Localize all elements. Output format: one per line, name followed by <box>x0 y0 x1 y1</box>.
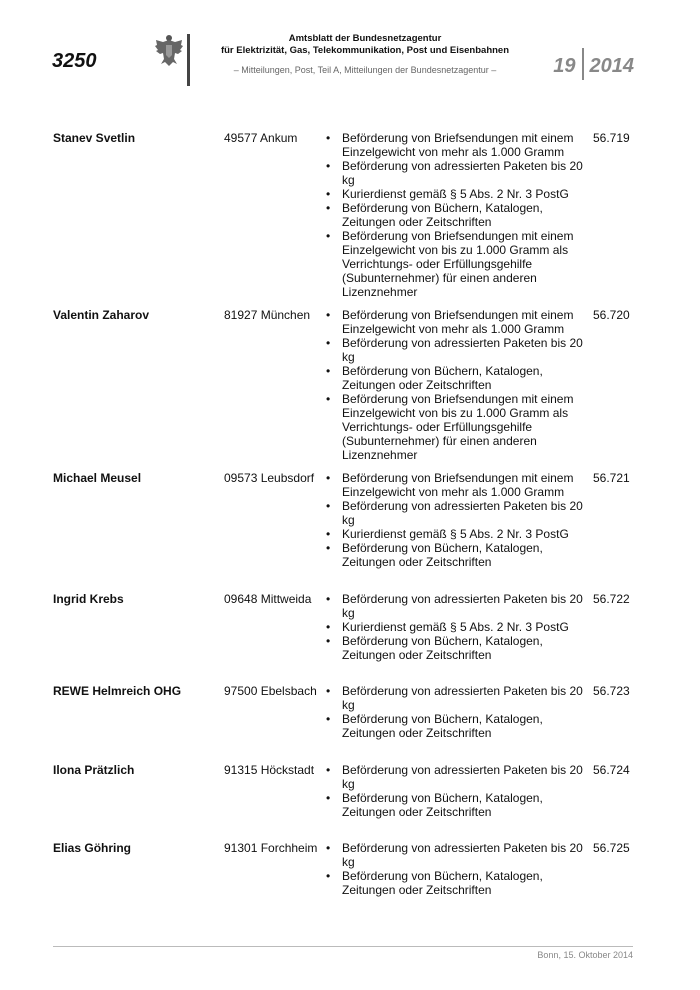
service-item: • Kurierdienst gemäß § 5 Abs. 2 Nr. 3 PostG <box>326 187 591 201</box>
service-item: • Beförderung von Briefsendungen mit einem Einzelgewicht von bis zu 1.000 Gramm als Verrichtungs- oder Erfüllungsgehilfe (Subunternehmer) für einen anderen Lizenznehmer <box>326 392 591 462</box>
service-item: • Beförderung von adressierten Paketen bis 20 kg <box>326 499 591 527</box>
licensee-place: 49577 Ankum <box>224 131 298 145</box>
licence-number: 56.719 <box>593 131 630 145</box>
licensee-place: 09573 Leubsdorf <box>224 471 315 485</box>
licensee-name: Michael Meusel <box>53 471 142 485</box>
licensee-place: 81927 München <box>224 308 311 322</box>
licensee-name: Ingrid Krebs <box>53 592 124 606</box>
licence-number: 56.723 <box>593 684 630 698</box>
masthead-section: – Mitteilungen, Post, Teil A, Mitteilungen der Bundesnetzagentur – <box>233 65 497 75</box>
licensee-place: 91301 Forchheim <box>224 841 318 855</box>
service-item: • Beförderung von Büchern, Katalogen, Zeitungen oder Zeitschriften <box>326 201 591 229</box>
issue-number: 19 <box>553 55 576 77</box>
page-number: 3250 <box>52 50 97 72</box>
service-item: • Beförderung von adressierten Paketen bis 20 kg <box>326 684 591 712</box>
service-item: • Beförderung von adressierten Paketen bis 20 kg <box>326 159 591 187</box>
service-item: • Beförderung von Büchern, Katalogen, Zeitungen oder Zeitschriften <box>326 634 591 662</box>
issue-divider <box>582 48 584 80</box>
issue-year: 2014 <box>589 55 634 77</box>
licence-number: 56.725 <box>593 841 630 855</box>
licence-number: 56.720 <box>593 308 630 322</box>
service-item: • Beförderung von adressierten Paketen bis 20 kg <box>326 592 591 620</box>
licensee-name: Valentin Zaharov <box>53 308 150 322</box>
service-item: • Beförderung von Büchern, Katalogen, Zeitungen oder Zeitschriften <box>326 541 591 569</box>
service-item: • Beförderung von Büchern, Katalogen, Zeitungen oder Zeitschriften <box>326 712 591 740</box>
service-item: • Beförderung von Briefsendungen mit einem Einzelgewicht von bis zu 1.000 Gramm als Verrichtungs- oder Erfüllungsgehilfe (Subunternehmer) für einen anderen Lizenznehmer <box>326 229 591 299</box>
licensee-name: Ilona Prätzlich <box>53 763 135 777</box>
service-list <box>326 763 591 819</box>
footer-divider <box>53 946 633 947</box>
service-item: • Beförderung von adressierten Paketen bis 20 kg <box>326 841 591 869</box>
licensee-name: REWE Helmreich OHG <box>53 684 182 698</box>
licensee-name: Stanev Svetlin <box>53 131 136 145</box>
service-item: • Beförderung von Büchern, Katalogen, Zeitungen oder Zeitschriften <box>326 869 591 897</box>
service-list <box>326 592 591 662</box>
masthead-title: Amtsblatt der Bundesnetzagentur <box>288 33 442 44</box>
issue-label <box>553 48 634 80</box>
masthead <box>200 33 530 76</box>
service-item: • Kurierdienst gemäß § 5 Abs. 2 Nr. 3 PostG <box>326 620 591 634</box>
service-list <box>326 131 591 299</box>
service-item: • Beförderung von adressierten Paketen bis 20 kg <box>326 336 591 364</box>
licensee-name: Elias Göhring <box>53 841 132 855</box>
service-item: • Beförderung von Briefsendungen mit einem Einzelgewicht von mehr als 1.000 Gramm <box>326 471 591 499</box>
licence-number: 56.721 <box>593 471 630 485</box>
licence-number: 56.724 <box>593 763 630 777</box>
service-item: • Beförderung von Büchern, Katalogen, Zeitungen oder Zeitschriften <box>326 364 591 392</box>
service-list <box>326 308 591 462</box>
footer-date: Bonn, 15. Oktober 2014 <box>537 950 633 960</box>
service-list <box>326 471 591 569</box>
service-item: • Beförderung von Büchern, Katalogen, Zeitungen oder Zeitschriften <box>326 791 591 819</box>
service-item: • Kurierdienst gemäß § 5 Abs. 2 Nr. 3 PostG <box>326 527 591 541</box>
service-item: • Beförderung von Briefsendungen mit einem Einzelgewicht von mehr als 1.000 Gramm <box>326 131 591 159</box>
masthead-subtitle: für Elektrizität, Gas, Telekommunikation, Post und Eisenbahnen <box>220 45 510 56</box>
licensee-place: 09648 Mittweida <box>224 592 312 606</box>
licensee-place: 97500 Ebelsbach <box>224 684 317 698</box>
service-item: • Beförderung von Briefsendungen mit einem Einzelgewicht von mehr als 1.000 Gramm <box>326 308 591 336</box>
licensee-place: 91315 Höckstadt <box>224 763 315 777</box>
service-list <box>326 841 591 897</box>
service-list <box>326 684 591 740</box>
header-divider <box>187 34 190 86</box>
federal-eagle-icon <box>154 33 184 67</box>
licence-number: 56.722 <box>593 592 630 606</box>
service-item: • Beförderung von adressierten Paketen bis 20 kg <box>326 763 591 791</box>
